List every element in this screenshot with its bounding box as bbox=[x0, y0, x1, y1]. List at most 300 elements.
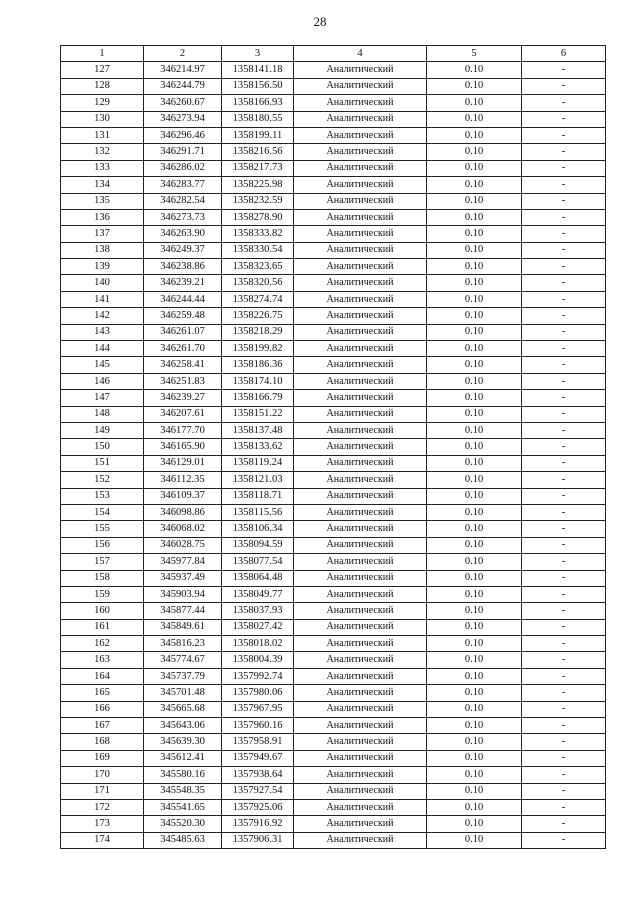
table-row bbox=[61, 783, 606, 799]
y-coordinate-cell: 1358278.90 bbox=[222, 209, 294, 225]
method-cell: Аналитический bbox=[294, 357, 427, 373]
note-cell: - bbox=[522, 685, 606, 701]
point-number-cell: 137 bbox=[61, 226, 144, 242]
point-number-cell: 156 bbox=[61, 537, 144, 553]
x-coordinate-cell: 346273.94 bbox=[144, 111, 222, 127]
x-coordinate-cell: 346249.37 bbox=[144, 242, 222, 258]
y-coordinate-cell: 1358037.93 bbox=[222, 603, 294, 619]
accuracy-cell: 0.10 bbox=[427, 160, 522, 176]
method-cell: Аналитический bbox=[294, 554, 427, 570]
point-number-cell: 138 bbox=[61, 242, 144, 258]
accuracy-cell: 0.10 bbox=[427, 144, 522, 160]
point-number-cell: 130 bbox=[61, 111, 144, 127]
note-cell: - bbox=[522, 62, 606, 78]
method-cell: Аналитический bbox=[294, 62, 427, 78]
column-header-1: 1 bbox=[61, 46, 144, 62]
point-number-cell: 139 bbox=[61, 259, 144, 275]
accuracy-cell: 0.10 bbox=[427, 668, 522, 684]
x-coordinate-cell: 346112.35 bbox=[144, 472, 222, 488]
accuracy-cell: 0.10 bbox=[427, 62, 522, 78]
y-coordinate-cell: 1358121.03 bbox=[222, 472, 294, 488]
point-number-cell: 174 bbox=[61, 832, 144, 848]
note-cell: - bbox=[522, 472, 606, 488]
y-coordinate-cell: 1358166.79 bbox=[222, 390, 294, 406]
page-number: 28 bbox=[313, 14, 327, 29]
accuracy-cell: 0.10 bbox=[427, 488, 522, 504]
y-coordinate-cell: 1358199.82 bbox=[222, 341, 294, 357]
x-coordinate-cell: 345774.67 bbox=[144, 652, 222, 668]
y-coordinate-cell: 1358137.48 bbox=[222, 422, 294, 438]
method-cell: Аналитический bbox=[294, 504, 427, 520]
point-number-cell: 143 bbox=[61, 324, 144, 340]
y-coordinate-cell: 1358174.10 bbox=[222, 373, 294, 389]
method-cell: Аналитический bbox=[294, 783, 427, 799]
point-number-cell: 131 bbox=[61, 127, 144, 143]
accuracy-cell: 0.10 bbox=[427, 193, 522, 209]
method-cell: Аналитический bbox=[294, 767, 427, 783]
table-row bbox=[61, 62, 606, 78]
accuracy-cell: 0.10 bbox=[427, 734, 522, 750]
note-cell: - bbox=[522, 95, 606, 111]
method-cell: Аналитический bbox=[294, 193, 427, 209]
y-coordinate-cell: 1358333.82 bbox=[222, 226, 294, 242]
table-row bbox=[61, 668, 606, 684]
point-number-cell: 152 bbox=[61, 472, 144, 488]
column-header-4: 4 bbox=[294, 46, 427, 62]
method-cell: Аналитический bbox=[294, 570, 427, 586]
y-coordinate-cell: 1358199.11 bbox=[222, 127, 294, 143]
y-coordinate-cell: 1358156.50 bbox=[222, 78, 294, 94]
note-cell: - bbox=[522, 291, 606, 307]
accuracy-cell: 0.10 bbox=[427, 291, 522, 307]
table-row bbox=[61, 226, 606, 242]
table-row bbox=[61, 685, 606, 701]
note-cell: - bbox=[522, 324, 606, 340]
method-cell: Аналитический bbox=[294, 799, 427, 815]
point-number-cell: 149 bbox=[61, 422, 144, 438]
method-cell: Аналитический bbox=[294, 734, 427, 750]
column-header-6: 6 bbox=[522, 46, 606, 62]
point-number-cell: 166 bbox=[61, 701, 144, 717]
note-cell: - bbox=[522, 406, 606, 422]
note-cell: - bbox=[522, 619, 606, 635]
table-row bbox=[61, 324, 606, 340]
note-cell: - bbox=[522, 537, 606, 553]
table-row bbox=[61, 472, 606, 488]
point-number-cell: 162 bbox=[61, 636, 144, 652]
accuracy-cell: 0.10 bbox=[427, 767, 522, 783]
accuracy-cell: 0.10 bbox=[427, 504, 522, 520]
note-cell: - bbox=[522, 275, 606, 291]
point-number-cell: 155 bbox=[61, 521, 144, 537]
accuracy-cell: 0.10 bbox=[427, 455, 522, 471]
table-row bbox=[61, 767, 606, 783]
accuracy-cell: 0.10 bbox=[427, 373, 522, 389]
accuracy-cell: 0.10 bbox=[427, 636, 522, 652]
y-coordinate-cell: 1358106.34 bbox=[222, 521, 294, 537]
accuracy-cell: 0.10 bbox=[427, 226, 522, 242]
point-number-cell: 145 bbox=[61, 357, 144, 373]
x-coordinate-cell: 346261.07 bbox=[144, 324, 222, 340]
x-coordinate-cell: 346098.86 bbox=[144, 504, 222, 520]
y-coordinate-cell: 1358166.93 bbox=[222, 95, 294, 111]
table-row bbox=[61, 357, 606, 373]
x-coordinate-cell: 346239.27 bbox=[144, 390, 222, 406]
method-cell: Аналитический bbox=[294, 586, 427, 602]
note-cell: - bbox=[522, 422, 606, 438]
accuracy-cell: 0.10 bbox=[427, 111, 522, 127]
accuracy-cell: 0.10 bbox=[427, 685, 522, 701]
table-row bbox=[61, 259, 606, 275]
accuracy-cell: 0.10 bbox=[427, 390, 522, 406]
method-cell: Аналитический bbox=[294, 750, 427, 766]
note-cell: - bbox=[522, 783, 606, 799]
point-number-cell: 158 bbox=[61, 570, 144, 586]
y-coordinate-cell: 1358226.75 bbox=[222, 308, 294, 324]
y-coordinate-cell: 1358225.98 bbox=[222, 177, 294, 193]
table-row bbox=[61, 242, 606, 258]
y-coordinate-cell: 1358330.54 bbox=[222, 242, 294, 258]
note-cell: - bbox=[522, 701, 606, 717]
method-cell: Аналитический bbox=[294, 832, 427, 848]
table-row bbox=[61, 799, 606, 815]
y-coordinate-cell: 1358027.42 bbox=[222, 619, 294, 635]
accuracy-cell: 0.10 bbox=[427, 209, 522, 225]
method-cell: Аналитический bbox=[294, 373, 427, 389]
note-cell: - bbox=[522, 308, 606, 324]
note-cell: - bbox=[522, 734, 606, 750]
note-cell: - bbox=[522, 160, 606, 176]
x-coordinate-cell: 345816.23 bbox=[144, 636, 222, 652]
table-row bbox=[61, 111, 606, 127]
table-row bbox=[61, 422, 606, 438]
table-row bbox=[61, 636, 606, 652]
x-coordinate-cell: 345903.94 bbox=[144, 586, 222, 602]
y-coordinate-cell: 1358274.74 bbox=[222, 291, 294, 307]
method-cell: Аналитический bbox=[294, 668, 427, 684]
method-cell: Аналитический bbox=[294, 816, 427, 832]
column-header-5: 5 bbox=[427, 46, 522, 62]
y-coordinate-cell: 1358186.36 bbox=[222, 357, 294, 373]
table-row bbox=[61, 406, 606, 422]
table-row bbox=[61, 537, 606, 553]
x-coordinate-cell: 345485.63 bbox=[144, 832, 222, 848]
accuracy-cell: 0.10 bbox=[427, 78, 522, 94]
note-cell: - bbox=[522, 652, 606, 668]
table-row bbox=[61, 554, 606, 570]
y-coordinate-cell: 1358119.24 bbox=[222, 455, 294, 471]
method-cell: Аналитический bbox=[294, 177, 427, 193]
accuracy-cell: 0.10 bbox=[427, 177, 522, 193]
x-coordinate-cell: 345877.44 bbox=[144, 603, 222, 619]
method-cell: Аналитический bbox=[294, 488, 427, 504]
accuracy-cell: 0.10 bbox=[427, 472, 522, 488]
table-row bbox=[61, 701, 606, 717]
accuracy-cell: 0.10 bbox=[427, 652, 522, 668]
y-coordinate-cell: 1358118.71 bbox=[222, 488, 294, 504]
point-number-cell: 135 bbox=[61, 193, 144, 209]
accuracy-cell: 0.10 bbox=[427, 95, 522, 111]
table-header-row bbox=[61, 46, 606, 62]
accuracy-cell: 0.10 bbox=[427, 832, 522, 848]
point-number-cell: 147 bbox=[61, 390, 144, 406]
x-coordinate-cell: 346207.61 bbox=[144, 406, 222, 422]
x-coordinate-cell: 346239.21 bbox=[144, 275, 222, 291]
table-row bbox=[61, 570, 606, 586]
point-number-cell: 167 bbox=[61, 718, 144, 734]
x-coordinate-cell: 346291.71 bbox=[144, 144, 222, 160]
x-coordinate-cell: 345548.35 bbox=[144, 783, 222, 799]
method-cell: Аналитический bbox=[294, 242, 427, 258]
note-cell: - bbox=[522, 603, 606, 619]
y-coordinate-cell: 1357938.64 bbox=[222, 767, 294, 783]
accuracy-cell: 0.10 bbox=[427, 701, 522, 717]
y-coordinate-cell: 1358018.02 bbox=[222, 636, 294, 652]
x-coordinate-cell: 346286.02 bbox=[144, 160, 222, 176]
point-number-cell: 136 bbox=[61, 209, 144, 225]
method-cell: Аналитический bbox=[294, 308, 427, 324]
method-cell: Аналитический bbox=[294, 537, 427, 553]
method-cell: Аналитический bbox=[294, 718, 427, 734]
x-coordinate-cell: 346251.83 bbox=[144, 373, 222, 389]
table-row bbox=[61, 488, 606, 504]
table-row bbox=[61, 291, 606, 307]
point-number-cell: 154 bbox=[61, 504, 144, 520]
point-number-cell: 142 bbox=[61, 308, 144, 324]
point-number-cell: 173 bbox=[61, 816, 144, 832]
method-cell: Аналитический bbox=[294, 209, 427, 225]
point-number-cell: 127 bbox=[61, 62, 144, 78]
method-cell: Аналитический bbox=[294, 422, 427, 438]
table-row bbox=[61, 275, 606, 291]
method-cell: Аналитический bbox=[294, 390, 427, 406]
y-coordinate-cell: 1357960.16 bbox=[222, 718, 294, 734]
table-row bbox=[61, 750, 606, 766]
point-number-cell: 151 bbox=[61, 455, 144, 471]
note-cell: - bbox=[522, 242, 606, 258]
x-coordinate-cell: 345541.65 bbox=[144, 799, 222, 815]
accuracy-cell: 0.10 bbox=[427, 521, 522, 537]
note-cell: - bbox=[522, 455, 606, 471]
accuracy-cell: 0.10 bbox=[427, 357, 522, 373]
table-row bbox=[61, 619, 606, 635]
method-cell: Аналитический bbox=[294, 619, 427, 635]
accuracy-cell: 0.10 bbox=[427, 406, 522, 422]
coordinates-table bbox=[60, 45, 606, 849]
note-cell: - bbox=[522, 127, 606, 143]
method-cell: Аналитический bbox=[294, 521, 427, 537]
accuracy-cell: 0.10 bbox=[427, 422, 522, 438]
point-number-cell: 148 bbox=[61, 406, 144, 422]
accuracy-cell: 0.10 bbox=[427, 783, 522, 799]
point-number-cell: 146 bbox=[61, 373, 144, 389]
method-cell: Аналитический bbox=[294, 341, 427, 357]
accuracy-cell: 0.10 bbox=[427, 275, 522, 291]
method-cell: Аналитический bbox=[294, 652, 427, 668]
y-coordinate-cell: 1357927.54 bbox=[222, 783, 294, 799]
point-number-cell: 153 bbox=[61, 488, 144, 504]
table-row bbox=[61, 734, 606, 750]
method-cell: Аналитический bbox=[294, 78, 427, 94]
accuracy-cell: 0.10 bbox=[427, 586, 522, 602]
accuracy-cell: 0.10 bbox=[427, 537, 522, 553]
point-number-cell: 165 bbox=[61, 685, 144, 701]
accuracy-cell: 0.10 bbox=[427, 127, 522, 143]
point-number-cell: 169 bbox=[61, 750, 144, 766]
table-row bbox=[61, 127, 606, 143]
y-coordinate-cell: 1358320.56 bbox=[222, 275, 294, 291]
point-number-cell: 159 bbox=[61, 586, 144, 602]
accuracy-cell: 0.10 bbox=[427, 554, 522, 570]
x-coordinate-cell: 345701.48 bbox=[144, 685, 222, 701]
note-cell: - bbox=[522, 767, 606, 783]
note-cell: - bbox=[522, 718, 606, 734]
x-coordinate-cell: 345580.16 bbox=[144, 767, 222, 783]
x-coordinate-cell: 346261.70 bbox=[144, 341, 222, 357]
note-cell: - bbox=[522, 586, 606, 602]
method-cell: Аналитический bbox=[294, 95, 427, 111]
y-coordinate-cell: 1358133.62 bbox=[222, 439, 294, 455]
table-row bbox=[61, 504, 606, 520]
table-row bbox=[61, 652, 606, 668]
note-cell: - bbox=[522, 111, 606, 127]
note-cell: - bbox=[522, 799, 606, 815]
table-row bbox=[61, 455, 606, 471]
x-coordinate-cell: 345520.30 bbox=[144, 816, 222, 832]
y-coordinate-cell: 1357967.95 bbox=[222, 701, 294, 717]
method-cell: Аналитический bbox=[294, 226, 427, 242]
method-cell: Аналитический bbox=[294, 275, 427, 291]
accuracy-cell: 0.10 bbox=[427, 324, 522, 340]
accuracy-cell: 0.10 bbox=[427, 259, 522, 275]
x-coordinate-cell: 345612.41 bbox=[144, 750, 222, 766]
method-cell: Аналитический bbox=[294, 406, 427, 422]
note-cell: - bbox=[522, 373, 606, 389]
point-number-cell: 132 bbox=[61, 144, 144, 160]
y-coordinate-cell: 1358232.59 bbox=[222, 193, 294, 209]
y-coordinate-cell: 1357916.92 bbox=[222, 816, 294, 832]
accuracy-cell: 0.10 bbox=[427, 799, 522, 815]
point-number-cell: 134 bbox=[61, 177, 144, 193]
method-cell: Аналитический bbox=[294, 259, 427, 275]
y-coordinate-cell: 1358141.18 bbox=[222, 62, 294, 78]
note-cell: - bbox=[522, 750, 606, 766]
point-number-cell: 157 bbox=[61, 554, 144, 570]
x-coordinate-cell: 346068.02 bbox=[144, 521, 222, 537]
accuracy-cell: 0.10 bbox=[427, 570, 522, 586]
x-coordinate-cell: 346129.01 bbox=[144, 455, 222, 471]
y-coordinate-cell: 1358004.39 bbox=[222, 652, 294, 668]
x-coordinate-cell: 346260.67 bbox=[144, 95, 222, 111]
note-cell: - bbox=[522, 341, 606, 357]
y-coordinate-cell: 1357980.06 bbox=[222, 685, 294, 701]
table-row bbox=[61, 160, 606, 176]
x-coordinate-cell: 346244.44 bbox=[144, 291, 222, 307]
x-coordinate-cell: 345643.06 bbox=[144, 718, 222, 734]
x-coordinate-cell: 345977.84 bbox=[144, 554, 222, 570]
note-cell: - bbox=[522, 78, 606, 94]
point-number-cell: 128 bbox=[61, 78, 144, 94]
point-number-cell: 160 bbox=[61, 603, 144, 619]
y-coordinate-cell: 1358094.59 bbox=[222, 537, 294, 553]
y-coordinate-cell: 1358218.29 bbox=[222, 324, 294, 340]
note-cell: - bbox=[522, 390, 606, 406]
y-coordinate-cell: 1357992.74 bbox=[222, 668, 294, 684]
x-coordinate-cell: 346296.46 bbox=[144, 127, 222, 143]
table-row bbox=[61, 308, 606, 324]
point-number-cell: 163 bbox=[61, 652, 144, 668]
note-cell: - bbox=[522, 521, 606, 537]
y-coordinate-cell: 1358049.77 bbox=[222, 586, 294, 602]
y-coordinate-cell: 1357958.91 bbox=[222, 734, 294, 750]
x-coordinate-cell: 346263.90 bbox=[144, 226, 222, 242]
y-coordinate-cell: 1357925.06 bbox=[222, 799, 294, 815]
method-cell: Аналитический bbox=[294, 439, 427, 455]
y-coordinate-cell: 1358115.56 bbox=[222, 504, 294, 520]
table-row bbox=[61, 586, 606, 602]
x-coordinate-cell: 346259.48 bbox=[144, 308, 222, 324]
accuracy-cell: 0.10 bbox=[427, 603, 522, 619]
method-cell: Аналитический bbox=[294, 685, 427, 701]
table-row bbox=[61, 209, 606, 225]
column-header-3: 3 bbox=[222, 46, 294, 62]
note-cell: - bbox=[522, 144, 606, 160]
table-row bbox=[61, 373, 606, 389]
accuracy-cell: 0.10 bbox=[427, 341, 522, 357]
point-number-cell: 129 bbox=[61, 95, 144, 111]
x-coordinate-cell: 346177.70 bbox=[144, 422, 222, 438]
point-number-cell: 171 bbox=[61, 783, 144, 799]
method-cell: Аналитический bbox=[294, 324, 427, 340]
note-cell: - bbox=[522, 357, 606, 373]
accuracy-cell: 0.10 bbox=[427, 619, 522, 635]
point-number-cell: 164 bbox=[61, 668, 144, 684]
table-row bbox=[61, 521, 606, 537]
x-coordinate-cell: 345737.79 bbox=[144, 668, 222, 684]
note-cell: - bbox=[522, 504, 606, 520]
table-row bbox=[61, 177, 606, 193]
table-row bbox=[61, 439, 606, 455]
y-coordinate-cell: 1358216.56 bbox=[222, 144, 294, 160]
x-coordinate-cell: 345665.68 bbox=[144, 701, 222, 717]
table-row bbox=[61, 193, 606, 209]
method-cell: Аналитический bbox=[294, 603, 427, 619]
x-coordinate-cell: 346258.41 bbox=[144, 357, 222, 373]
accuracy-cell: 0.10 bbox=[427, 718, 522, 734]
accuracy-cell: 0.10 bbox=[427, 439, 522, 455]
method-cell: Аналитический bbox=[294, 111, 427, 127]
point-number-cell: 168 bbox=[61, 734, 144, 750]
note-cell: - bbox=[522, 570, 606, 586]
table-row bbox=[61, 341, 606, 357]
y-coordinate-cell: 1358217.73 bbox=[222, 160, 294, 176]
point-number-cell: 133 bbox=[61, 160, 144, 176]
note-cell: - bbox=[522, 554, 606, 570]
note-cell: - bbox=[522, 226, 606, 242]
accuracy-cell: 0.10 bbox=[427, 308, 522, 324]
table-row bbox=[61, 78, 606, 94]
table-row bbox=[61, 832, 606, 848]
note-cell: - bbox=[522, 259, 606, 275]
table-row bbox=[61, 718, 606, 734]
x-coordinate-cell: 345639.30 bbox=[144, 734, 222, 750]
x-coordinate-cell: 346283.77 bbox=[144, 177, 222, 193]
y-coordinate-cell: 1358064.48 bbox=[222, 570, 294, 586]
x-coordinate-cell: 346028.75 bbox=[144, 537, 222, 553]
x-coordinate-cell: 346273.73 bbox=[144, 209, 222, 225]
column-header-2: 2 bbox=[144, 46, 222, 62]
table-row bbox=[61, 603, 606, 619]
